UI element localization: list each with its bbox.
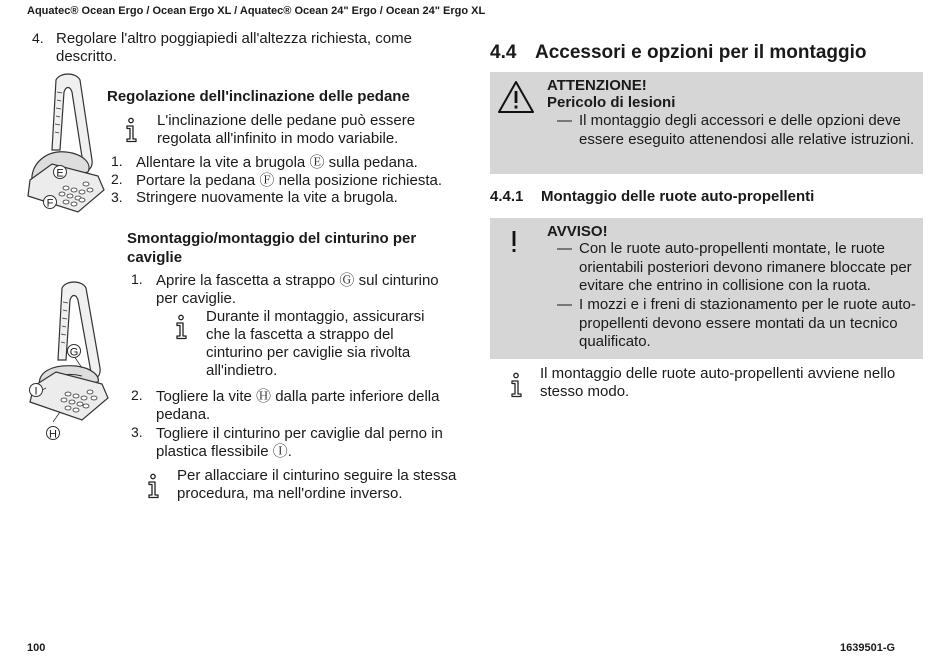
section-heading xyxy=(490,42,867,64)
inclination-info-text: L'inclinazione delle pedane può essere regolata all'infinito in modo variabile. xyxy=(157,112,416,147)
step-number: 1. xyxy=(131,271,143,287)
strap-info-text: Durante il montaggio, assicurarsi che la fascetta a strappo del cinturino per caviglie sia rivolta all'indietro. xyxy=(206,308,425,379)
step-text: Regolare l'altro poggiapiedi all'altezza richiesta, come descritto. xyxy=(56,30,412,65)
notice-box xyxy=(490,218,923,359)
dash-bullet: — xyxy=(557,112,572,129)
figure-label-e: E xyxy=(56,167,64,180)
step-text: Aprire la fascetta a strappo Ⓖ sul cinturino per caviglie. xyxy=(156,272,439,307)
document-id: 1639501-G xyxy=(840,642,896,654)
step-number: 1. xyxy=(111,153,123,169)
caution-box xyxy=(490,72,923,174)
notice-item: Con le ruote auto-propellenti montate, le ruote orientabili posteriori devono rimanere bloccate per evitare che entrino in collisione con la ruota. xyxy=(579,240,912,294)
info-icon xyxy=(145,473,161,499)
page-number: 100 xyxy=(27,642,46,654)
ankle-strap-illustration xyxy=(26,280,110,444)
figure-label-h: H xyxy=(49,428,57,441)
figure-label-f: F xyxy=(46,197,54,210)
dash-bullet: — xyxy=(557,296,572,313)
step-number: 4. xyxy=(32,30,44,46)
inclination-heading: Regolazione dell'inclinazione delle pedane xyxy=(107,88,410,105)
step-text: Portare la pedana Ⓕ nella posizione richiesta. xyxy=(136,172,443,189)
info-icon xyxy=(508,372,524,398)
info-icon xyxy=(173,314,189,340)
figure-label-i: I xyxy=(34,385,38,398)
wheels-info-text: Il montaggio delle ruote auto-propellenti avviene nello stesso modo. xyxy=(540,365,896,400)
document-header: Aquatec® Ocean Ergo / Ocean Ergo XL / Aquatec® Ocean 24" Ergo / Ocean 24" Ergo XL xyxy=(27,5,486,17)
footrest-inclination-illustration xyxy=(26,72,106,214)
step-text: Allentare la vite a brugola Ⓔ sulla pedana. xyxy=(136,154,418,171)
step-number: 2. xyxy=(131,387,143,403)
step-text: Togliere la vite Ⓗ dalla parte inferiore della pedana. xyxy=(156,388,440,423)
step-number: 3. xyxy=(111,189,123,205)
step-text: Togliere il cinturino per caviglie dal perno in plastica flessibile Ⓘ. xyxy=(156,425,443,460)
step-text: Stringere nuovamente la vite a brugola. xyxy=(136,189,398,206)
subsection-title: Montaggio delle ruote auto-propellenti xyxy=(541,188,815,205)
caution-sublabel: Pericolo di lesioni xyxy=(547,94,676,111)
strap-heading: Smontaggio/montaggio del cinturino per caviglie xyxy=(127,230,417,266)
section-number: 4.4 xyxy=(490,42,517,63)
subsection-number: 4.4.1 xyxy=(490,188,524,205)
dash-bullet: — xyxy=(557,240,572,257)
notice-label: AVVISO! xyxy=(547,223,608,240)
figure-label-g: G xyxy=(69,346,79,359)
subsection-heading xyxy=(490,188,814,205)
caution-label: ATTENZIONE! xyxy=(547,77,647,94)
section-title: Accessori e opzioni per il montaggio xyxy=(535,42,867,63)
step-number: 2. xyxy=(111,171,123,187)
step-number: 3. xyxy=(131,424,143,440)
info-icon xyxy=(123,117,139,143)
notice-item: I mozzi e i freni di stazionamento per le ruote auto-propellenti devono essere montati da un tecnico qualificato. xyxy=(579,296,916,350)
caution-item: Il montaggio degli accessori e delle opzioni deve essere eseguito attenendosi alle relative istruzioni. xyxy=(579,112,915,148)
exclamation-icon xyxy=(510,231,518,253)
reverse-procedure-info-text: Per allacciare il cinturino seguire la stessa procedura, ma nell'ordine inverso. xyxy=(177,467,457,502)
warning-triangle-icon xyxy=(497,80,535,114)
